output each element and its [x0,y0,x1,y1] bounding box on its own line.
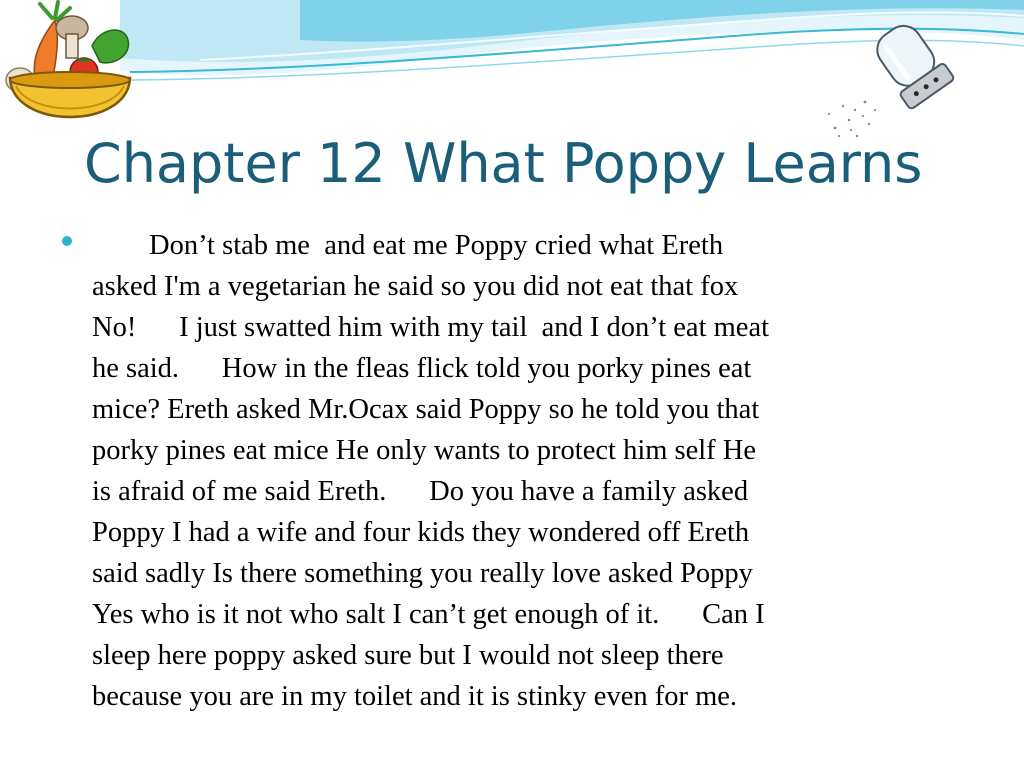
body-line-5: mice? Ereth asked Mr.Ocax said Poppy so he told you that [92,394,760,425]
body-line-2: asked I'm a vegetarian he said so you did not eat that fox [92,271,739,302]
body-line-8: Poppy I had a wife and four kids they wondered off Ereth [92,517,750,548]
body-line-11: sleep here poppy asked sure but I would not sleep there [92,640,724,671]
body-line-6: porky pines eat mice He only wants to protect him self He [92,435,757,466]
bullet-icon [62,236,72,246]
salt-shaker-icon [805,10,965,140]
body-line-3: No! I just swatted him with my tail and I don’t eat meat [92,312,770,343]
body-line-4: he said. How in the fleas flick told you porky pines eat [92,353,752,384]
body-paragraph [92,225,964,717]
vegetable-bowl-icon [0,0,140,140]
body-line-1: Don’t stab me and eat me Poppy cried what Ereth [92,230,724,261]
body-line-10: Yes who is it not who salt I can’t get enough of it. Can I [92,599,765,630]
body-line-7: is afraid of me said Ereth. Do you have a family asked [92,476,749,507]
slide-title: Chapter 12 What Poppy Learns [84,132,923,195]
body-line-12: because you are in my toilet and it is stinky even for me. [92,681,738,712]
body-line-9: said sadly Is there something you really love asked Poppy [92,558,753,589]
